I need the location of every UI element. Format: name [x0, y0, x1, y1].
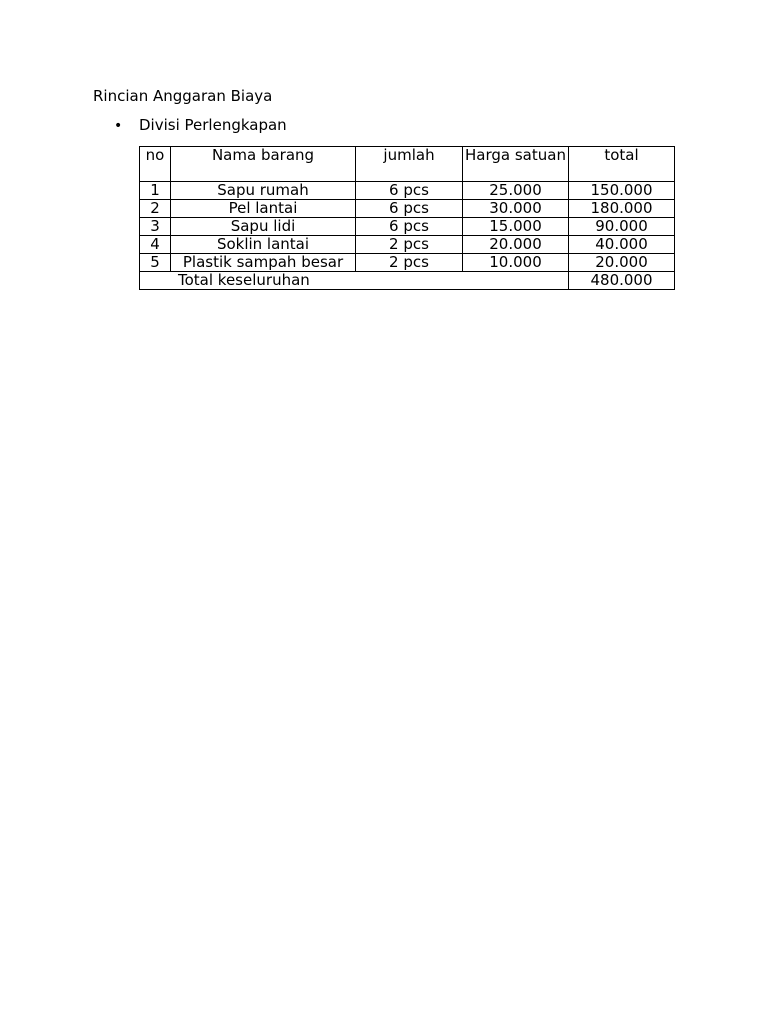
cell-total: 90.000 [569, 218, 675, 236]
cell-harga-satuan: 15.000 [463, 218, 569, 236]
cell-jumlah: 6 pcs [356, 200, 463, 218]
cell-nama-barang: Plastik sampah besar [171, 254, 356, 272]
header-no: no [140, 147, 171, 182]
cell-jumlah: 2 pcs [356, 236, 463, 254]
budget-table-container [139, 146, 675, 290]
cell-harga-satuan: 30.000 [463, 200, 569, 218]
cell-total: 180.000 [569, 200, 675, 218]
total-label: Total keseluruhan [140, 272, 569, 290]
cell-nama-barang: Sapu lidi [171, 218, 356, 236]
total-value: 480.000 [569, 272, 675, 290]
document-title: Rincian Anggaran Biaya [93, 87, 273, 105]
cell-no: 4 [140, 236, 171, 254]
header-total: total [569, 147, 675, 182]
cell-total: 40.000 [569, 236, 675, 254]
table-row [140, 182, 675, 200]
cell-harga-satuan: 20.000 [463, 236, 569, 254]
table-total-row [140, 272, 675, 290]
cell-jumlah: 2 pcs [356, 254, 463, 272]
header-nama-barang: Nama barang [171, 147, 356, 182]
cell-nama-barang: Soklin lantai [171, 236, 356, 254]
cell-total: 150.000 [569, 182, 675, 200]
cell-no: 5 [140, 254, 171, 272]
header-harga-satuan: Harga satuan [463, 147, 569, 182]
table-row [140, 200, 675, 218]
cell-harga-satuan: 10.000 [463, 254, 569, 272]
budget-table [139, 146, 675, 290]
table-row [140, 236, 675, 254]
section-bullet-item [114, 115, 287, 136]
table-row [140, 218, 675, 236]
bullet-icon: • [114, 118, 123, 134]
cell-jumlah: 6 pcs [356, 218, 463, 236]
table-header-row [140, 147, 675, 182]
cell-no: 2 [140, 200, 171, 218]
cell-total: 20.000 [569, 254, 675, 272]
table-row [140, 254, 675, 272]
section-label: Divisi Perlengkapan [139, 116, 287, 134]
cell-no: 3 [140, 218, 171, 236]
cell-nama-barang: Sapu rumah [171, 182, 356, 200]
header-jumlah: jumlah [356, 147, 463, 182]
cell-jumlah: 6 pcs [356, 182, 463, 200]
cell-no: 1 [140, 182, 171, 200]
cell-harga-satuan: 25.000 [463, 182, 569, 200]
cell-nama-barang: Pel lantai [171, 200, 356, 218]
